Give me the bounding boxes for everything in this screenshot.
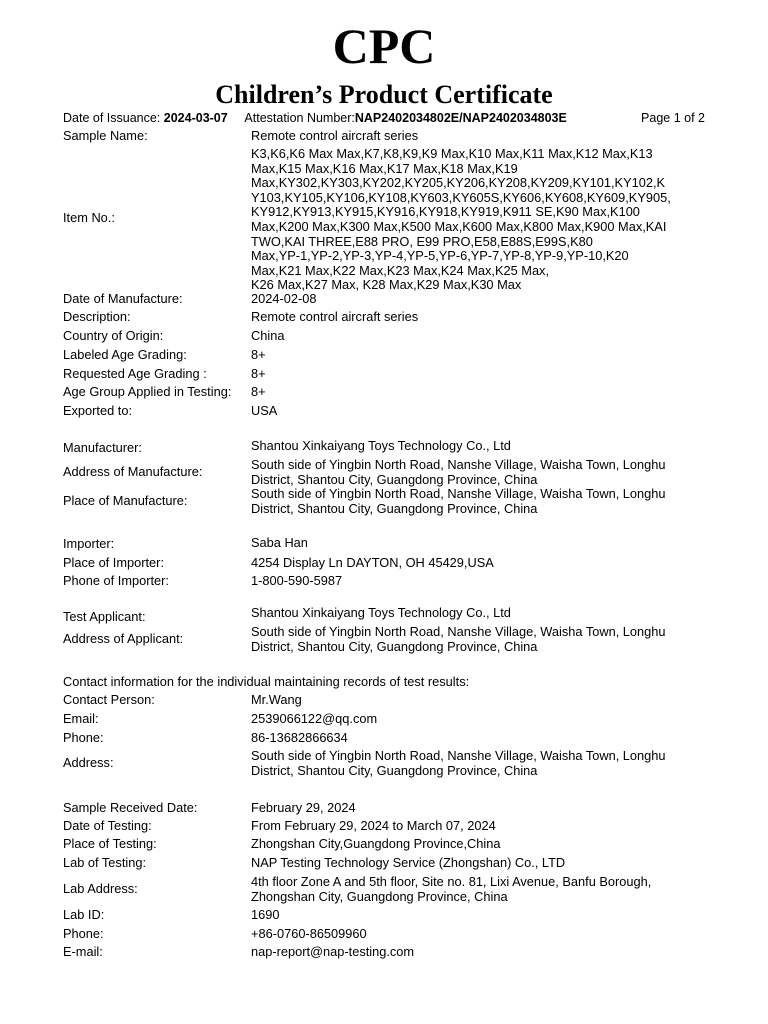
labeled-age-value: 8+ (251, 347, 266, 362)
item-no-line: K26 Max,K27 Max, K28 Max,K29 Max,K30 Max (251, 277, 522, 293)
lab-id-label: Lab ID: (63, 907, 105, 922)
contact-person-label: Contact Person: (63, 692, 155, 707)
lab-address-value (251, 875, 711, 904)
address-line: South side of Yingbin North Road, Nanshe Village, Waisha Town, Longhu (251, 748, 666, 763)
requested-age-label: Requested Age Grading : (63, 366, 207, 381)
contact-person-value: Mr.Wang (251, 692, 302, 707)
lab-phone-value: +86-0760-86509960 (251, 926, 367, 941)
sample-received-label: Sample Received Date: (63, 800, 198, 815)
phone-of-importer-label: Phone of Importer: (63, 573, 169, 588)
test-applicant-value: Shantou Xinkaiyang Toys Technology Co., Ltd (251, 605, 511, 620)
item-no-line: Max,K15 Max,K16 Max,K17 Max,K18 Max,K19 (251, 160, 518, 176)
date-of-testing-label: Date of Testing: (63, 818, 152, 833)
attestation-number: NAP2402034802E/NAP2402034803E (354, 111, 567, 125)
sample-name-value: Remote control aircraft series (251, 128, 419, 143)
place-of-testing-label: Place of Testing: (63, 836, 157, 851)
age-group-value: 8+ (251, 384, 266, 399)
issuance-line (63, 110, 713, 126)
contact-phone-label: Phone: (63, 730, 104, 745)
requested-age-value: 8+ (251, 366, 266, 381)
date-of-manufacture-label: Date of Manufacture: (63, 291, 183, 306)
address-line: South side of Yingbin North Road, Nanshe Village, Waisha Town, Longhu (251, 486, 666, 501)
sample-received-value: February 29, 2024 (251, 800, 356, 815)
address-of-applicant-value (251, 625, 711, 654)
lab-of-testing-value: NAP Testing Technology Service (Zhongshan) Co., LTD (251, 855, 566, 870)
address-line: South side of Yingbin North Road, Nanshe Village, Waisha Town, Longhu (251, 624, 666, 639)
sample-name-label: Sample Name: (63, 128, 148, 143)
item-no-line: KY912,KY913,KY915,KY916,KY918,KY919,K911 SE,K90 Max,K100 (251, 204, 640, 220)
item-no-line: Y103,KY105,KY106,KY108,KY603,KY605S,KY606,KY608,KY609,KY905, (251, 189, 671, 205)
place-of-manufacture-value (251, 487, 711, 516)
exported-to-value: USA (251, 403, 278, 418)
address-of-applicant-label: Address of Applicant: (63, 631, 184, 646)
lab-of-testing-label: Lab of Testing: (63, 855, 147, 870)
contact-phone-value: 86-13682866634 (251, 730, 348, 745)
attestation-number-label: Attestation Number: (244, 111, 355, 125)
address-of-manufacture-value (251, 458, 711, 487)
item-no-row (63, 147, 723, 293)
contact-email-value: 2539066122@qq.com (251, 711, 378, 726)
address-line: District, Shantou City, Guangdong Province, China (251, 500, 538, 516)
labeled-age-label: Labeled Age Grading: (63, 347, 187, 362)
address-line: South side of Yingbin North Road, Nanshe Village, Waisha Town, Longhu (251, 457, 666, 472)
manufacturer-value: Shantou Xinkaiyang Toys Technology Co., Ltd (251, 438, 511, 453)
address-line: District, Shantou City, Guangdong Province, China (251, 638, 538, 654)
place-of-testing-value: Zhongshan City,Guangdong Province,China (251, 836, 501, 851)
place-of-importer-label: Place of Importer: (63, 555, 164, 570)
description-label: Description: (63, 309, 131, 324)
lab-email-label: E-mail: (63, 944, 103, 959)
importer-value: Saba Han (251, 535, 308, 550)
item-no-line: TWO,KAI THREE,E88 PRO, E99 PRO,E58,E88S,E99S,K80 (251, 233, 593, 249)
lab-id-value: 1690 (251, 907, 280, 922)
document-title: CPC (332, 18, 436, 74)
test-applicant-label: Test Applicant: (63, 609, 146, 624)
item-no-line: Max,K200 Max,K300 Max,K500 Max,K600 Max,K800 Max,K900 Max,KAI (251, 218, 667, 234)
place-of-manufacture-label: Place of Manufacture: (63, 493, 188, 508)
lab-address-label: Lab Address: (63, 881, 138, 896)
address-line: 4th floor Zone A and 5th floor, Site no. 81, Lixi Avenue, Banfu Borough, (251, 874, 652, 889)
contact-address-label: Address: (63, 755, 114, 770)
address-line: District, Shantou City, Guangdong Province, China (251, 471, 538, 487)
importer-label: Importer: (63, 536, 115, 551)
lab-phone-label: Phone: (63, 926, 104, 941)
contact-email-label: Email: (63, 711, 99, 726)
issuance-date-label: Date of Issuance: (63, 111, 161, 125)
item-no-line: Max,YP-1,YP-2,YP-3,YP-4,YP-5,YP-6,YP-7,YP-8,YP-9,YP-10,K20 (251, 248, 629, 264)
item-no-line: Max,K21 Max,K22 Max,K23 Max,K24 Max,K25 Max, (251, 262, 550, 278)
address-line: Zhongshan City, Guangdong Province, China (251, 888, 508, 904)
description-value: Remote control aircraft series (251, 309, 419, 324)
country-of-origin-label: Country of Origin: (63, 328, 164, 343)
item-no-line: Max,KY302,KY303,KY202,KY205,KY206,KY208,KY209,KY101,KY102,K (251, 175, 666, 191)
exported-to-label: Exported to: (63, 403, 133, 418)
date-of-testing-value: From February 29, 2024 to March 07, 2024 (251, 818, 496, 833)
place-of-importer-value: 4254 Display Ln DAYTON, OH 45429,USA (251, 555, 494, 570)
item-no-label: Item No.: (63, 210, 115, 225)
phone-of-importer-value: 1-800-590-5987 (251, 573, 343, 588)
document-subtitle: Children’s Product Certificate (215, 80, 553, 109)
manufacturer-label: Manufacturer: (63, 440, 142, 455)
lab-email-value: nap-report@nap-testing.com (251, 944, 415, 959)
issuance-date: 2024-03-07 (163, 111, 228, 125)
item-no-value (251, 147, 711, 293)
address-line: District, Shantou City, Guangdong Province, China (251, 762, 538, 778)
age-group-label: Age Group Applied in Testing: (63, 384, 232, 399)
contact-intro: Contact information for the individual maintaining records of test results: (63, 674, 470, 689)
item-no-line: K3,K6,K6 Max Max,K7,K8,K9,K9 Max,K10 Max,K11 Max,K12 Max,K13 (251, 146, 653, 161)
date-of-manufacture-value: 2024-02-08 (251, 291, 317, 306)
page-info: Page 1 of 2 (641, 111, 705, 125)
address-of-manufacture-label: Address of Manufacture: (63, 464, 203, 479)
country-of-origin-value: China (251, 328, 285, 343)
contact-address-value (251, 749, 711, 778)
